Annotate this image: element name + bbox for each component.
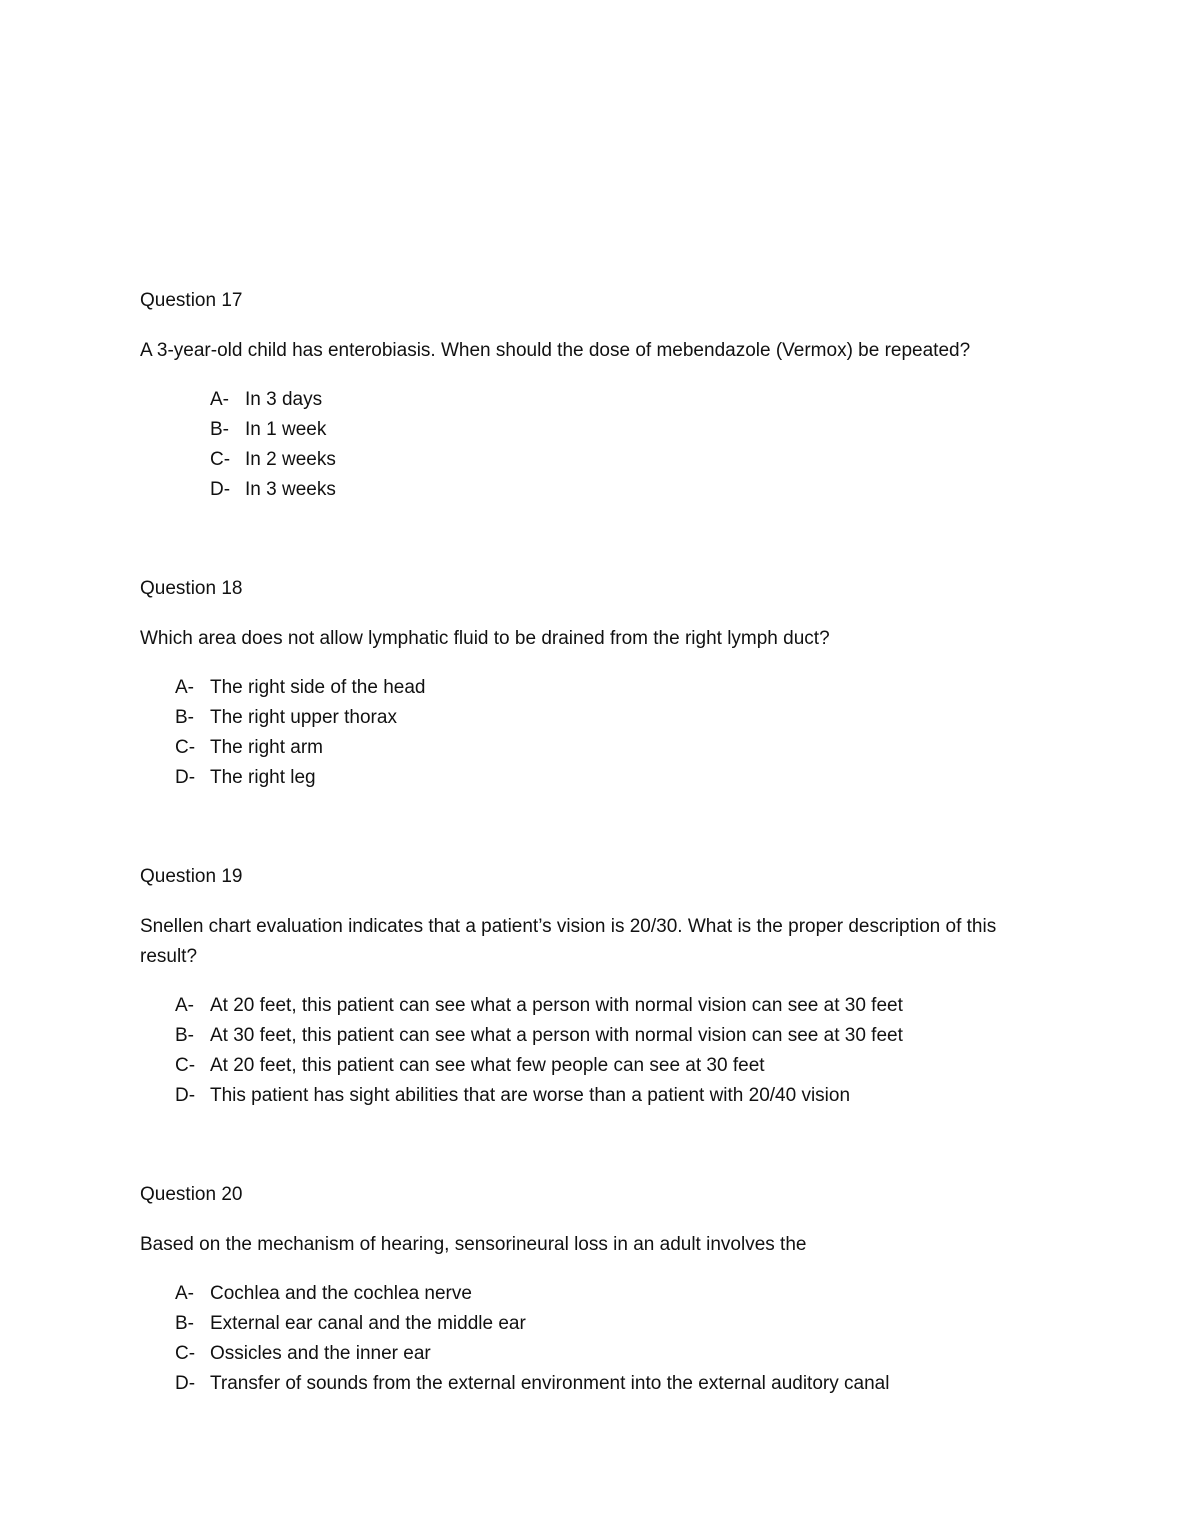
option-d [175,1081,1050,1111]
option-letter: D- [175,1085,196,1106]
option-letter: A- [210,389,229,410]
option-letter: D- [175,1373,196,1394]
option-text: Cochlea and the cochlea nerve [210,1283,472,1304]
option-a [210,385,1050,415]
question-heading: Question 20 [140,1184,243,1205]
option-c [175,1051,1050,1081]
option-d [175,1369,1050,1399]
option-text: In 1 week [245,419,327,440]
option-b [210,415,1050,445]
option-letter: A- [175,995,194,1016]
option-letter: D- [175,767,196,788]
option-a [175,991,1050,1021]
option-b [175,1309,1050,1339]
question-text: Which area does not allow lymphatic fluid to be drained from the right lymph duct? [140,628,830,649]
option-text: At 30 feet, this patient can see what a person with normal vision can see at 30 feet [210,1025,903,1046]
option-list [140,991,1050,1111]
option-text: In 3 weeks [245,479,336,500]
option-text: The right leg [210,767,316,788]
option-text: Ossicles and the inner ear [210,1343,431,1364]
question-20 [140,1180,1050,1399]
option-letter: C- [210,449,231,470]
option-text: This patient has sight abilities that are worse than a patient with 20/40 vision [210,1085,851,1106]
option-list [140,1279,1050,1399]
option-letter: B- [175,1025,194,1046]
question-heading: Question 19 [140,866,243,887]
option-letter: B- [175,1313,194,1334]
question-text: A 3-year-old child has enterobiasis. When should the dose of mebendazole (Vermox) be repeated? [140,340,971,361]
question-17 [140,286,1050,505]
option-letter: D- [210,479,231,500]
question-text: Based on the mechanism of hearing, sensorineural loss in an adult involves the [140,1234,807,1255]
option-text: External ear canal and the middle ear [210,1313,526,1334]
option-letter: C- [175,1055,196,1076]
option-letter: B- [175,707,194,728]
option-c [175,733,1050,763]
option-d [210,475,1050,505]
option-text: The right side of the head [210,677,426,698]
option-text: In 3 days [245,389,323,410]
option-letter: C- [175,1343,196,1364]
option-letter: A- [175,1283,194,1304]
question-text: Snellen chart evaluation indicates that a patient’s vision is 20/30. What is the proper description of this result? [140,916,997,967]
question-heading: Question 17 [140,290,243,311]
option-text: At 20 feet, this patient can see what a person with normal vision can see at 30 feet [210,995,903,1016]
option-d [175,763,1050,793]
option-b [175,703,1050,733]
option-a [175,673,1050,703]
option-text: In 2 weeks [245,449,336,470]
question-18 [140,574,1050,793]
option-a [175,1279,1050,1309]
option-letter: A- [175,677,194,698]
option-c [175,1339,1050,1369]
option-letter: B- [210,419,229,440]
option-text: The right upper thorax [210,707,397,728]
option-b [175,1021,1050,1051]
option-text: At 20 feet, this patient can see what few people can see at 30 feet [210,1055,765,1076]
question-heading: Question 18 [140,578,243,599]
option-letter: C- [175,737,196,758]
option-list [140,385,1050,505]
option-text: The right arm [210,737,323,758]
option-text: Transfer of sounds from the external environment into the external auditory canal [210,1373,890,1394]
option-c [210,445,1050,475]
question-19 [140,862,1050,1111]
option-list [140,673,1050,793]
